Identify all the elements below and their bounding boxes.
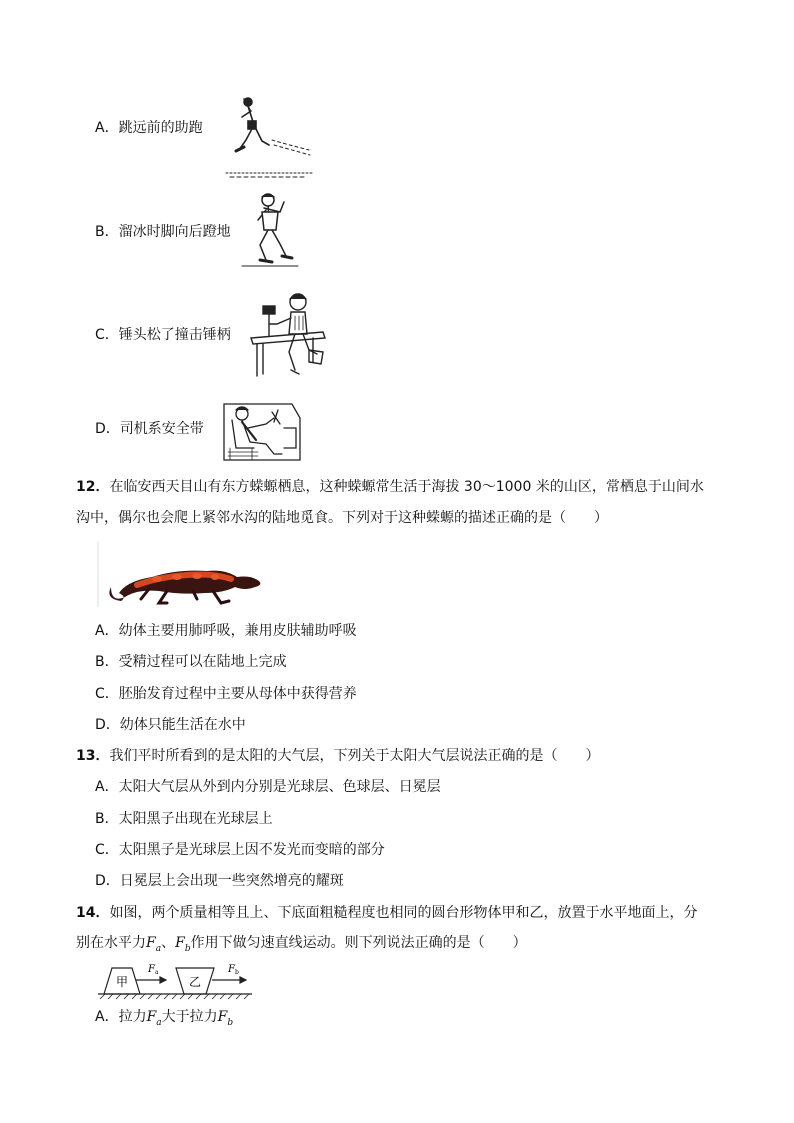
option-text: 日冕层上会出现一些突然增亮的耀斑: [119, 873, 344, 889]
option-letter: B．: [95, 654, 119, 670]
force-symbol: F: [217, 1009, 228, 1025]
force-fa: [146, 935, 162, 954]
option-text: 太阳黑子是光球层上因不发光而变暗的部分: [118, 842, 385, 858]
force-fb: [175, 935, 191, 954]
option-text: 太阳黑子出现在光球层上: [118, 811, 273, 827]
q13-option-a: [95, 777, 441, 797]
force-subscript: a: [155, 943, 162, 954]
force-symbol: F: [175, 935, 185, 951]
q12-stem-line1: [76, 477, 704, 497]
option-letter: C．: [95, 686, 119, 702]
q11-option-c: [95, 325, 231, 345]
force-symbol: F: [146, 935, 156, 951]
separator: 、: [161, 935, 176, 951]
q13-stem: [76, 746, 599, 766]
q14-stem-line2: [76, 933, 527, 959]
question-text: 我们平时所看到的是太阳的大气层，下列关于太阳大气层说法正确的是（ ）: [109, 748, 600, 764]
option-text: 幼体主要用肺呼吸，兼用皮肤辅助呼吸: [118, 623, 357, 639]
option-text: 锤头松了撞击锤柄: [118, 327, 231, 343]
long-jump-illustration: [224, 95, 314, 180]
question-text: 别在水平力: [76, 935, 146, 951]
hammer-illustration: [243, 290, 328, 380]
force-subscript: a: [156, 1017, 162, 1028]
q12-option-c: [95, 684, 357, 704]
option-text: 胚胎发育过程中主要从母体中获得营养: [118, 686, 357, 702]
question-text: 如图，两个质量相等且上、下底面粗糙程度也相同的圆台形物体甲和乙，放置于水平地面上，分: [109, 905, 698, 921]
question-number: 14．: [76, 905, 110, 921]
option-letter: A．: [95, 623, 119, 639]
frustum-force-diagram: [96, 958, 256, 1000]
salamander-photo: [97, 541, 267, 609]
label-yi: 乙: [188, 975, 202, 989]
question-number: 13．: [76, 748, 110, 764]
option-letter: A．: [95, 779, 119, 795]
force-subscript: b: [227, 1017, 234, 1028]
option-letter: A．: [95, 1009, 119, 1025]
label-jia: 甲: [115, 975, 129, 989]
label-fb: F: [228, 964, 235, 975]
question-text: 作用下做匀速直线运动。则下列说法正确的是（ ）: [190, 935, 527, 951]
option-letter: C．: [95, 327, 119, 343]
option-text: 太阳大气层从外到内分别是光球层、色球层、日冕层: [118, 779, 441, 795]
option-letter: B．: [95, 811, 119, 827]
q13-option-d: [95, 871, 344, 891]
option-text: 司机系安全带: [119, 421, 204, 437]
q11-option-d: [95, 419, 204, 439]
q12-option-b: [95, 652, 287, 672]
q11-option-a: [95, 118, 203, 138]
option-text: 跳远前的助跑: [118, 120, 203, 136]
driver-seatbelt-illustration: [222, 398, 302, 466]
label-fa: F: [148, 964, 155, 975]
question-number: 12．: [76, 479, 110, 495]
question-text: 沟中，偶尔也会爬上紧邻水沟的陆地觅食。下列对于这种蝾螈的描述正确的是（ ）: [76, 510, 608, 526]
question-text: 在临安西天目山有东方蝾螈栖息，这种蝾螈常生活于海拔 30～1000 米的山区，常栖息于山间水: [109, 479, 704, 495]
q12-option-a: [95, 621, 357, 641]
option-text: 大于拉力: [161, 1009, 218, 1025]
option-text: 拉力: [118, 1009, 147, 1025]
force-subscript: b: [184, 943, 191, 954]
q11-option-b: [95, 222, 231, 242]
ice-skater-illustration: [240, 190, 300, 270]
force-fb: [217, 1009, 234, 1028]
option-text: 幼体只能生活在水中: [119, 717, 246, 733]
option-letter: C．: [95, 842, 119, 858]
q13-option-c: [95, 840, 385, 860]
option-letter: D．: [95, 717, 120, 733]
option-letter: A．: [95, 120, 119, 136]
q12-option-d: [95, 715, 246, 735]
label-fb-sub: b: [235, 969, 239, 976]
option-letter: D．: [95, 873, 120, 889]
force-fa: [146, 1009, 162, 1028]
q12-stem-line2: [76, 508, 608, 528]
q14-option-a: [95, 1007, 233, 1033]
q13-option-b: [95, 809, 273, 829]
force-symbol: F: [146, 1009, 157, 1025]
option-letter: D．: [95, 421, 120, 437]
option-text: 受精过程可以在陆地上完成: [118, 654, 287, 670]
q14-stem-line1: [76, 903, 697, 923]
label-fa-sub: a: [155, 969, 159, 976]
option-letter: B．: [95, 224, 119, 240]
option-text: 溜冰时脚向后蹬地: [118, 224, 231, 240]
